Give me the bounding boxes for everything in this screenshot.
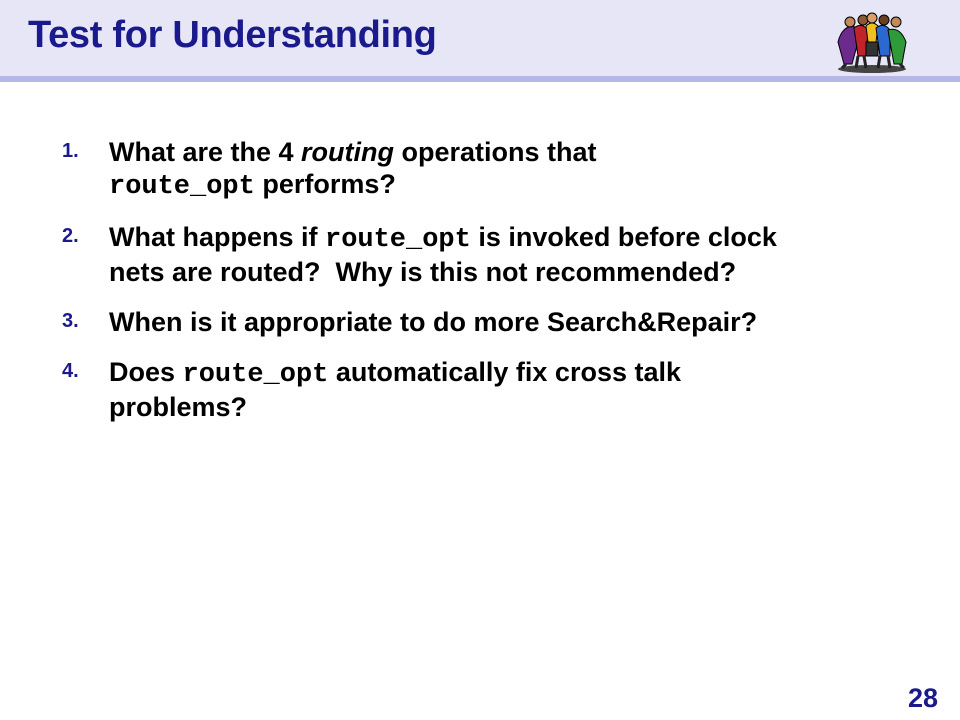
list-item xyxy=(62,136,932,203)
text-run: automatically fix cross talk xyxy=(328,357,682,387)
question-text xyxy=(109,221,932,288)
list-item xyxy=(62,356,932,423)
text-run: is invoked before clock xyxy=(470,222,777,252)
question-line: nets are routed? Why is this not recommended? xyxy=(109,257,737,287)
text-run: What happens if xyxy=(109,222,325,252)
page-number: 28 xyxy=(907,683,938,713)
list-item xyxy=(62,306,932,338)
question-text xyxy=(109,136,932,203)
text-run: What are the 4 xyxy=(109,137,302,167)
question-line xyxy=(109,168,932,203)
question-line xyxy=(109,356,932,391)
text-run: performs? xyxy=(254,169,396,199)
question-list xyxy=(62,136,932,441)
question-number: 2. xyxy=(62,225,79,247)
question-line: problems? xyxy=(109,392,248,422)
text-run: operations that xyxy=(394,137,597,167)
text-run: Does xyxy=(109,357,183,387)
question-text: When is it appropriate to do more Search&Repair? xyxy=(109,307,758,337)
question-text xyxy=(109,356,932,423)
slide-title: Test for Understanding xyxy=(28,14,437,56)
question-line xyxy=(109,136,932,168)
question-number: 4. xyxy=(62,360,79,382)
question-number: 3. xyxy=(62,310,79,332)
question-number: 1. xyxy=(62,140,79,162)
emphasis-text: routing xyxy=(301,137,395,167)
list-item xyxy=(62,221,932,288)
header-rule xyxy=(0,76,960,82)
team-huddle-icon xyxy=(832,12,912,74)
code-text: route_opt xyxy=(109,172,255,202)
code-text: route_opt xyxy=(325,225,471,255)
question-line xyxy=(109,221,932,256)
code-text: route_opt xyxy=(182,360,329,390)
